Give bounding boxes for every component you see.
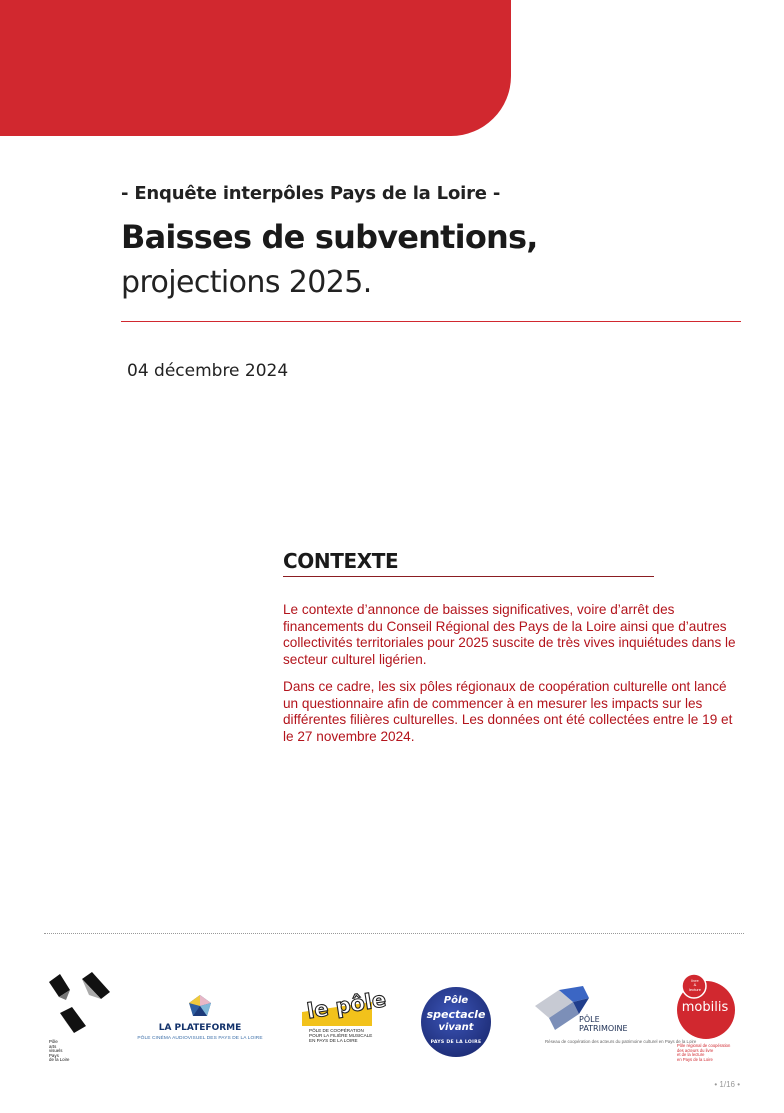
document-subtitle: projections 2025. xyxy=(121,265,372,300)
context-paragraph-2: Dans ce cadre, les six pôles régionaux de coopération culturelle ont lancé un questionnaire afin de commencer à en mesurer les impacts sur les différentes filières culturelles. Les données ont été collectées entre le 19 et le 27 novembre 2024. xyxy=(283,679,733,744)
document-surtitle: - Enquête interpôles Pays de la Loire - xyxy=(121,183,501,204)
plateforme-name: LA PLATEFORME xyxy=(158,1023,242,1033)
mobilis-tag: livre & lecture xyxy=(688,978,701,992)
spectacle-region: PAYS DE LA LOIRE xyxy=(430,1040,482,1045)
mobilis-wordmark: mobilis xyxy=(681,1000,729,1015)
plateforme-pentagon-icon xyxy=(135,992,265,1022)
logo-pole-arts-visuels xyxy=(46,970,116,1070)
spectacle-word-vivant: vivant xyxy=(438,1022,474,1033)
context-paragraph-1: Le contexte d’annonce de baisses significatives, voire d’arrêt des financements du Conseil Régional des Pays de la Loire ainsi que d’autres collectivités territoriales pour 2025 suscite de très vives inquiétudes dans le secteur culturel ligérien. xyxy=(283,602,736,667)
document-date: 04 décembre 2024 xyxy=(127,361,289,381)
context-heading: CONTEXTE xyxy=(283,549,399,573)
footer-dotted-divider xyxy=(44,933,744,934)
spectacle-word-spectacle: spectacle xyxy=(426,1008,486,1021)
page-number: • 1/16 • xyxy=(714,1080,740,1089)
pole-musique-caption: PÔLE DE COOPÉRATION POUR LA FILIÈRE MUSICALE EN PAYS DE LA LOIRE xyxy=(309,1028,373,1043)
header-red-band xyxy=(0,0,511,136)
mobilis-caption: Pôle régional de coopération des acteurs du livre et de la lecture en Pays de la Loire xyxy=(677,1043,731,1062)
arts-visuels-caption: Pôle arts visuels Pays de la Loire xyxy=(49,1039,70,1063)
pole-lettering-icon xyxy=(298,987,388,1028)
logo-pole-musique xyxy=(298,987,388,1050)
logo-mobilis xyxy=(672,972,742,1070)
spectacle-word-pole: Pôle xyxy=(443,995,469,1006)
logo-la-plateforme xyxy=(135,992,265,1052)
arts-visuels-mark-icon xyxy=(46,970,116,1040)
svg-text:le pôle: le pôle xyxy=(305,987,388,1024)
plateforme-subtitle: PÔLE CINÉMA AUDIOVISUEL DES PAYS DE LA LOIRE xyxy=(137,1036,263,1041)
patrimoine-name: PÔLE PATRIMOINE xyxy=(579,1015,628,1033)
logo-pole-spectacle-vivant xyxy=(420,986,492,1058)
logo-pole-patrimoine xyxy=(533,984,697,1052)
context-divider xyxy=(283,576,654,577)
document-title: Baisses de subventions, xyxy=(121,218,538,256)
title-divider xyxy=(121,321,741,322)
patrimoine-subtitle: Réseau de coopération des acteurs du patrimoine culturel en Pays de la Loire xyxy=(545,1039,697,1044)
